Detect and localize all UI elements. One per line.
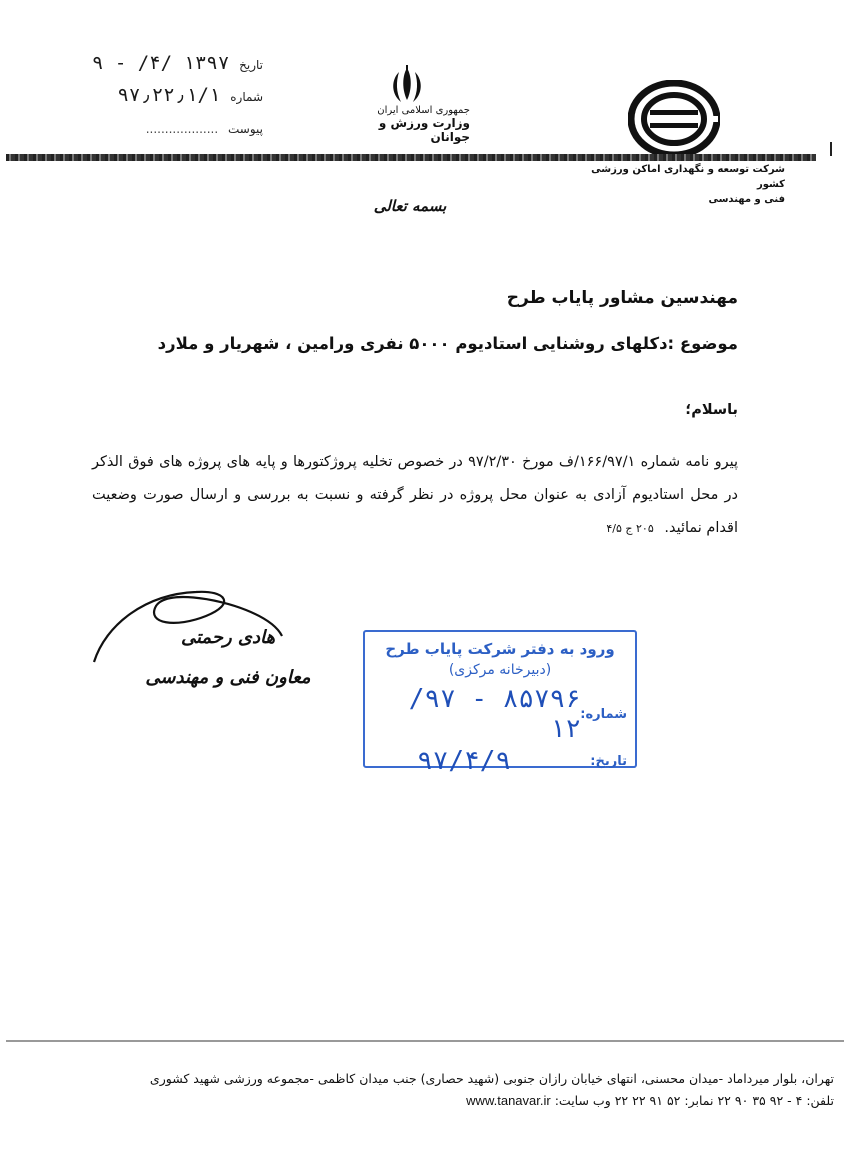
stamp-date-row [365,746,635,776]
signature-block [118,618,338,698]
number-label: شماره [230,90,263,104]
recipient: مهندسین مشاور پایاب طرح [506,288,738,308]
body-paragraph [92,446,738,545]
ministry-block [340,104,470,145]
footer-address: تهران، بلوار میرداماد -میدان محسنی، انتهای خیابان رازان جنوبی (شهید حصاری) جنب میدان کاظمی -مجموعه ورزشی شهید کشوری [149,1071,834,1086]
stamp-date-value: ۹۷/۴/۹ [417,746,511,776]
number-row [18,84,263,106]
company-line1: شرکت توسعه و نگهداری اماکن ورزشی کشور [591,164,785,190]
body-note: ۲۰۵ ج ۴/۵ [606,522,654,535]
company-name-block [560,162,785,207]
stamp-line1: ورود به دفتر شرکت پایاب طرح [385,640,615,658]
footer-phone: تلفن: ۴ - ۹۲ ۳۵ ۹۰ ۲۲ نمابر: ۵۲ ۹۱ ۲۲ ۲۲ وب سایت: [554,1093,834,1108]
number-value: ۹۷٫۲۲٫۱/۱ [117,84,221,106]
stamp-number-label: شماره: [580,706,627,722]
edge-mark [830,142,832,156]
header-divider [6,154,816,161]
footer-block [60,1068,834,1112]
stamp-number-value: ۸۵۷۹۶ - ۹۷/ ۱۲ [408,684,581,744]
signatory-title: معاون فنی و مهندسی [145,667,311,688]
company-line2: فنی و مهندسی [708,194,785,205]
footer-website: www.tanavar.ir [466,1093,551,1108]
attachment-dots: ................... [145,122,219,136]
greeting: باسلام؛ [685,402,738,418]
ministry-line1: جمهوری اسلامی ایران [377,105,470,116]
footer-divider [6,1040,844,1042]
date-row [18,52,263,74]
stamp-number-row [365,684,635,744]
footer-contact-row [60,1090,834,1112]
attachment-row [18,122,263,136]
bism-heading: بسمه تعالی [373,197,447,215]
date-label: تاریخ [239,58,263,72]
body-text: پیرو نامه شماره ۱۶۶/۹۷/۱/ف مورخ ۹۷/۲/۳۰ در خصوص تخلیه پروژکتورها و پایه های پروژه های فوق الذکر در محل استادیوم آزادی به عنوان محل پروژه در نظر گرفته و نسبت به بررسی و ارسال صورت وضعیت اقدام نمائید. [92,454,738,536]
date-value: ۱۳۹۷ /۴/ - ۹ [91,52,230,74]
ministry-line2: وزارت ورزش و جوانان [378,116,470,144]
stamp-date-label: تاریخ: [590,753,627,769]
subject: موضوع :دکلهای روشنایی استادیوم ۵۰۰۰ نفری ورامین ، شهریار و ملارد [157,334,738,353]
signatory-name: هادی رحمتی [180,627,275,648]
receipt-stamp [363,630,637,776]
attachment-label: پیوست [228,122,263,136]
stamp-line2: (دبیرخانه مرکزی) [448,662,552,678]
company-logo-icon [628,80,720,162]
